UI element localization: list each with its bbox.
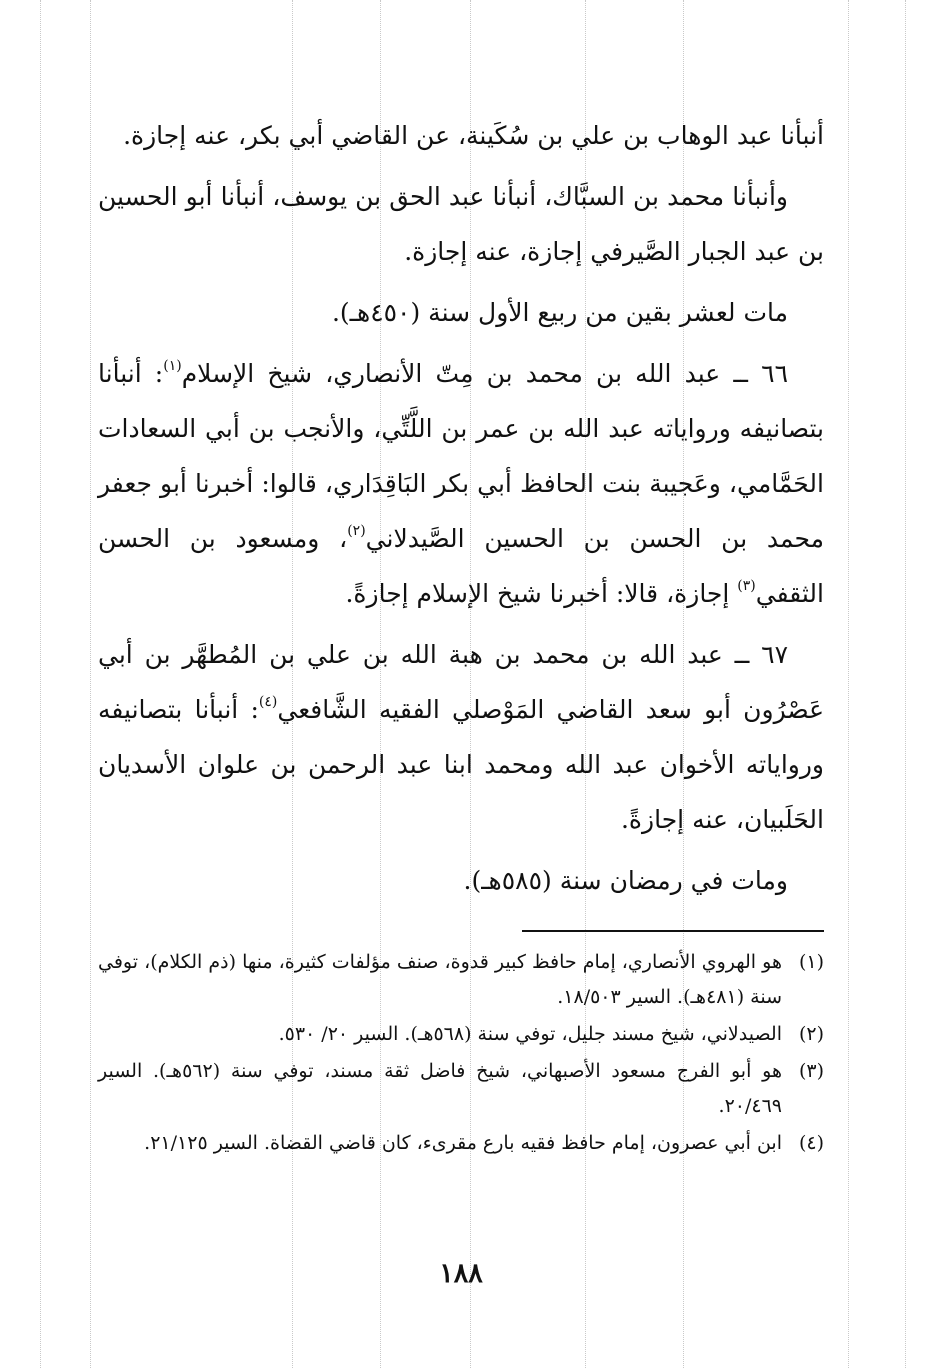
- footnote-number: (٣): [798, 1060, 824, 1082]
- guide-line: [848, 0, 849, 1368]
- entry-text: ، ومسعود بن الحسن الثقفي: [98, 524, 824, 608]
- page-number: ١٨٨: [439, 1258, 483, 1289]
- entry-text: : أنبأنا بتصانيفه ورواياته الأخوان عبد الله ومحمد ابنا عبد الرحمن بن علوان الأسديان الحَلَبيان، عنه إجازةً.: [98, 695, 824, 834]
- footnote-text: هو الهروي الأنصاري، إمام حافظ كبير قدوة، صنف مؤلفات كثيرة، منها (ذم الكلام)، توفي سنة (٤٨١هـ). السير ١٨/٥٠٣.: [98, 951, 782, 1008]
- entry-text: ٦٦ ــ عبد الله بن محمد بن مِتّ الأنصاري، شيخ الإسلام: [181, 359, 789, 388]
- footnote-number: (١): [798, 951, 824, 973]
- footnote-text: هو أبو الفرج مسعود الأصبهاني، شيخ فاضل ثقة مسند، توفي سنة (٥٦٢هـ). السير ٢٠/٤٦٩.: [98, 1060, 782, 1117]
- footnote-text: الصيدلاني، شيخ مسند جليل، توفي سنة (٥٦٨هـ). السير ٢٠/ ٥٣٠.: [278, 1023, 782, 1045]
- paragraph: ومات في رمضان سنة (٥٨٥هـ).: [463, 866, 788, 895]
- footnote: [98, 1126, 824, 1161]
- footnote-ref: (١): [163, 358, 182, 374]
- guide-line: [40, 0, 41, 1368]
- paragraph: مات لعشر بقين من ربيع الأول سنة (٤٥٠هـ).: [331, 298, 788, 327]
- footnote: [98, 1017, 824, 1052]
- footnote-number: (٤): [798, 1132, 824, 1154]
- guide-line: [905, 0, 906, 1368]
- footnote-text: ابن أبي عصرون، إمام حافظ فقيه بارع مقرىء، كان قاضي القضاة. السير ٢١/١٢٥.: [144, 1132, 782, 1154]
- paragraph: وأنبأنا محمد بن السبَّاك، أنبأنا عبد الحق بن يوسف، أنبأنا أبو الحسين بن عبد الجبار الصَّيرفي إجازة، عنه إجازة.: [98, 182, 824, 266]
- entry-text: إجازة، قالا: أخبرنا شيخ الإسلام إجازةً.: [345, 579, 738, 608]
- entry-text: : أنبأنا بتصانيفه ورواياته عبد الله بن عمر بن اللَّتِّي، والأنجب بن أبي السعادات الحَمَّامي، وعَجيبة بنت الحافظ أبي بكر البَاقِدَاري، قالوا: أخبرنا أبو جعفر محمد بن الحسن بن الحسين الصَّيدلاني: [98, 359, 825, 553]
- footnote-ref: (٢): [347, 523, 366, 539]
- footnotes: [98, 945, 824, 1163]
- book-page: [98, 0, 824, 1368]
- footnote-number: (٢): [798, 1023, 824, 1045]
- footnote-separator: [522, 930, 824, 932]
- main-text: [98, 108, 824, 914]
- footnote-ref: (٤): [258, 694, 278, 710]
- entry-text: ٦٧ ــ عبد الله بن محمد بن هبة الله بن علي بن المُطهَّر بن أبي عَصْرُون أبو سعد القاضي المَوْصلي الفقيه الشَّافعي: [98, 640, 824, 724]
- entry-67: [98, 627, 824, 847]
- footnote: [98, 1054, 824, 1124]
- footnote: [98, 945, 824, 1015]
- paragraph: أنبأنا عبد الوهاب بن علي بن سُكَينة، عن القاضي أبي بكر، عنه إجازة.: [123, 121, 824, 150]
- entry-66: [98, 346, 824, 621]
- footnote-ref: (٣): [737, 578, 756, 594]
- guide-line: [90, 0, 91, 1368]
